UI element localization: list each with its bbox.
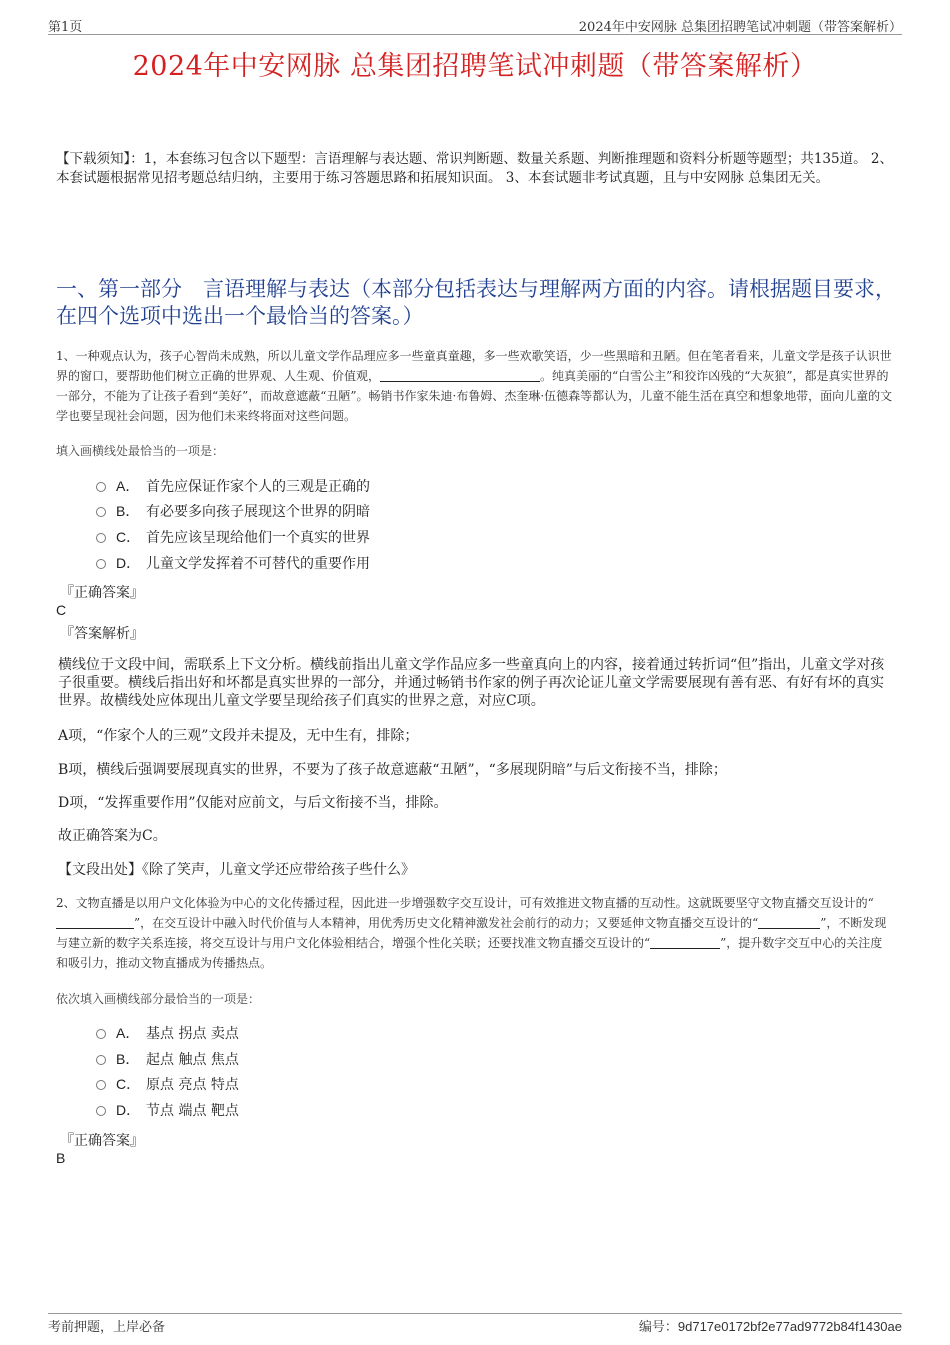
answer-blank (758, 916, 820, 929)
q1-answer-label: 『正确答案』 (60, 585, 144, 601)
q2-option-a[interactable]: A． 基点 拐点 卖点 (96, 1022, 239, 1044)
section-heading-1: 一、第一部分 言语理解与表达（本部分包括表达与理解两方面的内容。请根据题目要求，在四个选项中选出一个最恰当的答案。） (56, 277, 896, 328)
question-2-prompt: 依次填入画横线部分最恰当的一项是： (56, 992, 261, 1006)
footer-slogan: 考前押题，上岸必备 (48, 1320, 166, 1335)
q1-analysis-paragraph: 横线位于文段中间，需联系上下文分析。横线前指出儿童文学作品应多一些童真向上的内容，接着通过转折词“但”指出，儿童文学对孩子很重要。横线后指出好和坏都是真实世界的一部分，并通过畅销书作家的例子再次论证儿童文学需要展现有善有恶、有好有坏的真实世界。故横线处应体现出儿童文学要呈现给孩子们真实的世界之意，对应C项。 (58, 657, 885, 709)
radio-icon[interactable] (96, 1029, 106, 1039)
radio-icon[interactable] (96, 1055, 106, 1065)
q1-analysis-label: 『答案解析』 (60, 626, 144, 642)
q2-answer-label: 『正确答案』 (60, 1133, 144, 1149)
radio-icon[interactable] (96, 482, 106, 492)
q2-option-b[interactable]: B． 起点 触点 焦点 (96, 1048, 239, 1070)
radio-icon[interactable] (96, 507, 106, 517)
question-1-text: 1、一种观点认为，孩子心智尚未成熟，所以儿童文学作品理应多一些童真童趣，多一些欢歌笑语，少一些黑暗和丑陋。但在笔者看来，儿童文学是孩子认识世界的窗口，要帮助他们树立正确的世界观、人生观、价值观， 。纯真美丽的“白雪公主”和狡诈凶残的“大灰狼”，都是真实世界的一部分，不能为了让孩子看到“美好”，而故意遮蔽“丑陋”。畅销书作家朱迪·布鲁姆、杰奎琳·伍德森等都认为，儿童不能生活在真空和想象地带，面向儿童的文学也要呈现社会问题，因为他们未来终将面对这些问题。 (56, 349, 893, 423)
radio-icon[interactable] (96, 533, 106, 543)
document-title: 2024年中安网脉 总集团招聘笔试冲刺题（带答案解析） (132, 51, 818, 82)
page-footer (48, 1313, 902, 1336)
document-code: 编号：9d717e0172bf2e77ad9772b84f1430ae (638, 1319, 902, 1335)
q1-option-c[interactable]: C． 首先应该呈现给他们一个真实的世界 (96, 526, 370, 548)
radio-icon[interactable] (96, 1080, 106, 1090)
q1-option-d[interactable]: D． 儿童文学发挥着不可替代的重要作用 (96, 552, 370, 574)
download-notice: 【下载须知】：1，本套练习包含以下题型：言语理解与表达题、常识判断题、数量关系题、判断推理题和资料分析题等题型；共135道。 2、本套试题根据常见招考题总结归纳，主要用于练习答题思路和拓展知识面。 3、本套试题非考试真题，且与中安网脉 总集团无关。 (56, 151, 893, 186)
answer-blank (56, 916, 134, 929)
answer-blank (650, 936, 720, 949)
question-2-text: 2、文物直播是以用户文化体验为中心的文化传播过程，因此进一步增强数字交互设计，可有效推进文物直播的互动性。这就既要坚守文物直播交互设计的“”，在交互设计中融入时代价值与人本精神，用优秀历史文化精神激发社会前行的动力；又要延伸文物直播交互设计的“ ”，不断发现与建立新的数字关系连接，将交互设计与用户文化体验相结合，增强个性化关联；还要找准文物直播交互设计的“ ”，提升数字交互中心的关注度和吸引力，推动文物直播成为传播热点。 (56, 896, 887, 970)
q1-analysis-paragraph: B项，横线后强调要展现真实的世界，不要为了孩子故意遮蔽“丑陋”，“多展现阴暗”与后文衔接不当，排除； (58, 762, 727, 778)
q1-answer: C (56, 602, 67, 618)
q2-option-d[interactable]: D． 节点 端点 靶点 (96, 1099, 239, 1121)
q1-option-a[interactable]: A． 首先应保证作家个人的三观是正确的 (96, 475, 370, 497)
question-1-prompt: 填入画横线处最恰当的一项是： (56, 444, 225, 458)
page-header (48, 14, 902, 35)
q1-option-b[interactable]: B． 有必要多向孩子展现这个世界的阴暗 (96, 500, 370, 522)
q1-source: 【文段出处】《除了笑声，儿童文学还应带给孩子些什么》 (58, 862, 415, 878)
q1-analysis-paragraph: A项，“作家个人的三观”文段并未提及，无中生有，排除； (58, 728, 419, 744)
header-doc-title: 2024年中安网脉 总集团招聘笔试冲刺题（带答案解析） (578, 20, 902, 35)
q2-option-c[interactable]: C． 原点 亮点 特点 (96, 1073, 239, 1095)
radio-icon[interactable] (96, 559, 106, 569)
page-number: 第1页 (48, 20, 83, 35)
q1-analysis-paragraph: 故正确答案为C。 (58, 828, 167, 844)
answer-blank (380, 369, 540, 382)
q2-answer: B (56, 1150, 66, 1166)
q1-analysis-paragraph: D项，“发挥重要作用”仅能对应前文，与后文衔接不当，排除。 (58, 795, 448, 811)
radio-icon[interactable] (96, 1106, 106, 1116)
